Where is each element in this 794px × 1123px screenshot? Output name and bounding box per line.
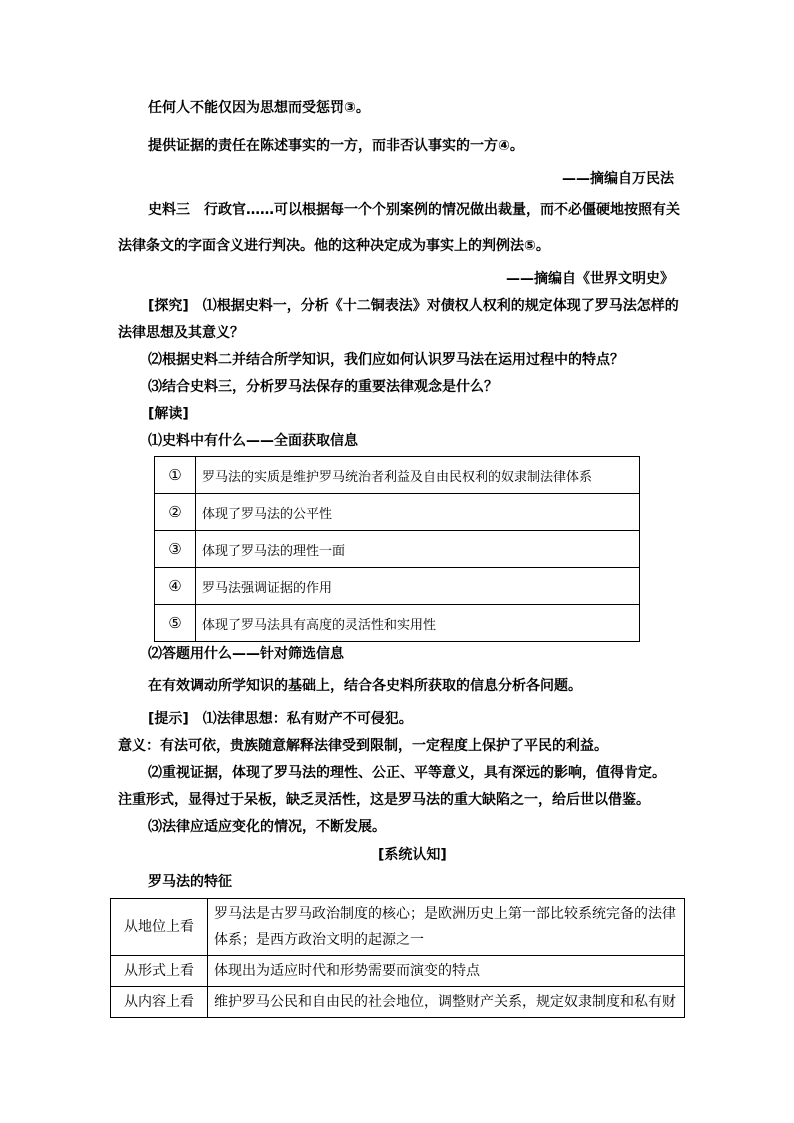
row-text: 罗马法强调证据的作用 <box>196 568 640 605</box>
subheading: ⑵答题用什么——针对筛选信息 <box>148 646 344 662</box>
text-line: 法律条文的字面含义进行判决。他的这种决定成为事实上的判例法⑤。 <box>118 238 550 254</box>
table-row <box>155 568 640 605</box>
section-label: [系统认知] <box>378 847 447 863</box>
row-text: 维护罗马公民和自由民的社会地位，调整财产关系，规定奴隶制度和私有财 <box>208 987 685 1018</box>
row-header: 从地位上看 <box>111 899 208 956</box>
hint-line: 意义：有法可依，贵族随意解释法律受到限制，一定程度上保护了平民的利益。 <box>118 738 608 754</box>
question-line: 法律思想及其意义？ <box>118 325 244 341</box>
question-line: ⑶结合史料三，分析罗马法保存的重要法律观念是什么？ <box>148 379 498 395</box>
table-row <box>111 987 685 1018</box>
row-number: ② <box>155 494 196 531</box>
question-line: [探究] ⑴根据史料一，分析《十二铜表法》对债权人权利的规定体现了罗马法怎样的 <box>148 298 679 314</box>
source-attribution: ——摘编自万民法 <box>562 171 674 187</box>
text-line: 提供证据的责任在陈述事实的一方，而非否认事实的一方④。 <box>148 138 524 154</box>
row-number: ① <box>155 457 196 494</box>
row-text: 体现了罗马法具有高度的灵活性和实用性 <box>196 605 640 642</box>
row-header: 从内容上看 <box>111 987 208 1018</box>
text-line: 在有效调动所学知识的基础上，结合各史料所获取的信息分析各问题。 <box>148 678 582 694</box>
table-row <box>155 457 640 494</box>
subheading: ⑴史料中有什么——全面获取信息 <box>148 433 358 449</box>
row-text: 体现了罗马法的公平性 <box>196 494 640 531</box>
question-line: ⑵根据史料二并结合所学知识，我们应如何认识罗马法在运用过程中的特点？ <box>148 352 624 368</box>
table-row <box>111 956 685 987</box>
row-text: 罗马法是古罗马政治制度的核心；是欧洲历史上第一部比较系统完备的法律体系；是西方政治文明的起源之一 <box>208 899 685 956</box>
row-text: 体现了罗马法的理性一面 <box>196 531 640 568</box>
row-number: ⑤ <box>155 605 196 642</box>
hint-line: ⑵重视证据，体现了罗马法的理性、公正、平等意义，具有深远的影响，值得肯定。 <box>148 765 666 781</box>
section-label: [解读] <box>148 406 189 422</box>
text-line: 任何人不能仅因为思想而受惩罚③。 <box>148 100 370 116</box>
table-row <box>155 494 640 531</box>
info-table <box>154 456 640 642</box>
table-row <box>155 531 640 568</box>
row-text: 罗马法的实质是维护罗马统治者利益及自由民权利的奴隶制法律体系 <box>196 457 640 494</box>
hint-line: ⑶法律应适应变化的情况，不断发展。 <box>148 819 386 835</box>
text-line: 史料三 行政官……可以根据每一个个别案例的情况做出裁量，而不必僵硬地按照有关 <box>148 202 680 218</box>
row-number: ④ <box>155 568 196 605</box>
hint-line: [提示] ⑴法律思想：私有财产不可侵犯。 <box>148 711 413 727</box>
row-header: 从形式上看 <box>111 956 208 987</box>
hint-line: 注重形式，显得过于呆板，缺乏灵活性，这是罗马法的重大缺陷之一，给后世以借鉴。 <box>118 792 650 808</box>
source-attribution: ——摘编自《世界文明史》 <box>506 271 674 287</box>
row-number: ③ <box>155 531 196 568</box>
feature-table <box>110 898 685 1018</box>
table-row <box>111 899 685 956</box>
table-row <box>155 605 640 642</box>
subheading: 罗马法的特征 <box>148 874 232 890</box>
row-text: 体现出为适应时代和形势需要而演变的特点 <box>208 956 685 987</box>
